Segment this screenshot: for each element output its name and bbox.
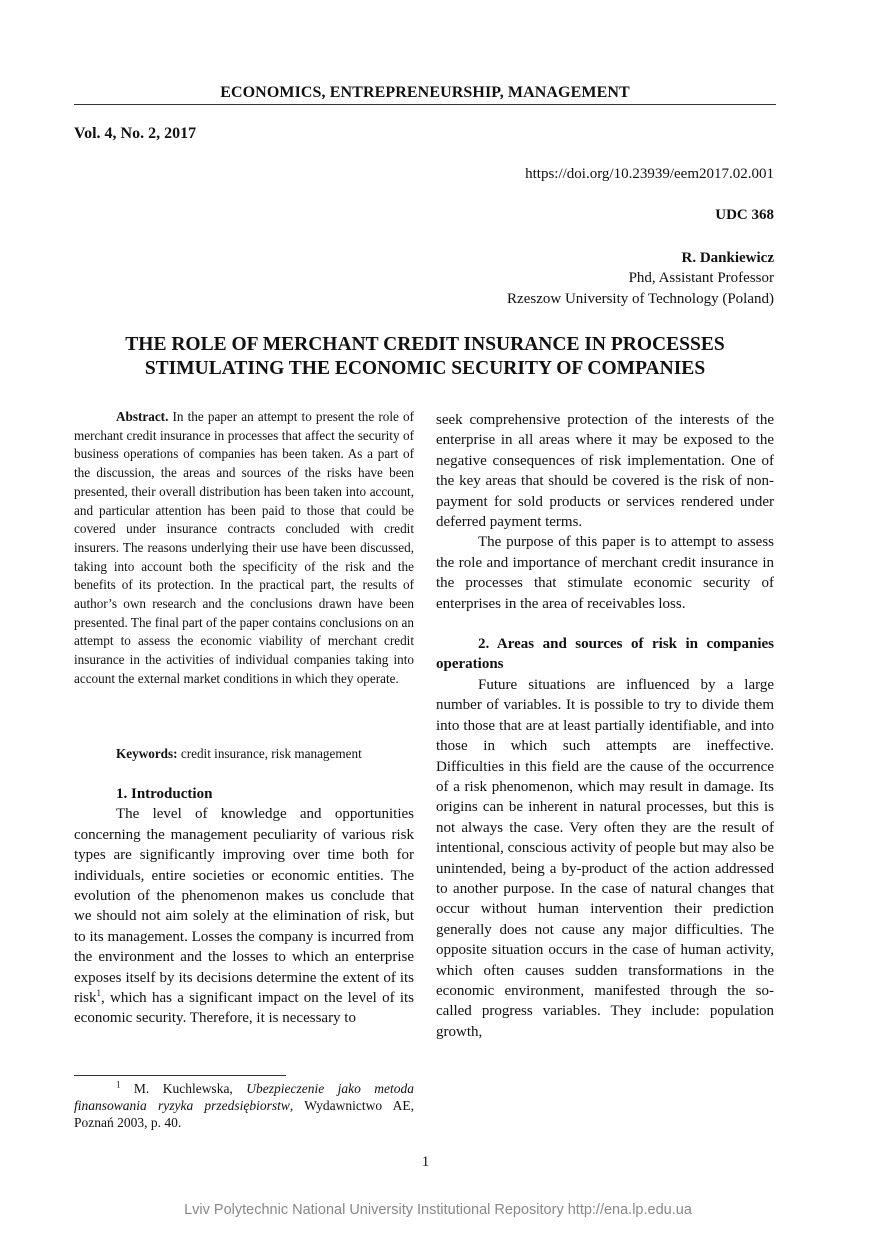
introduction-paragraph: [74, 804, 414, 1028]
continued-paragraph: seek comprehensive protection of the interests of the enterprise in all areas where it may be exposed to the negative consequences of risk implementation. One of the key areas that should be covered is the risk of non-payment for sold products or services rendered under deferred payment terms.: [436, 412, 774, 531]
abstract-text: In the paper an attempt to present the role of merchant credit insurance in processes that affect the security of business operations of companies has been taken. As a part of the discussion, the areas and sources of the risks have been presented, their overall distribution has been taken into account, and particular attention has been paid to those that could be covered under insurance contracts concluded with credit insurers. The reasons underlying their use have been discussed, taking into account both the specificity of the risk and the benefits of its protection. In the practical part, the results of author’s own research and the conclusions drawn have been presented. The final part of the paper contains conclusions on an attempt to assess the economic viability of merchant credit insurance in the activities of individual companies taking into account the external market conditions in which they operate.: [74, 409, 414, 686]
author-name: R. Dankiewicz: [681, 250, 774, 266]
abstract-label: Abstract.: [116, 409, 169, 424]
volume-issue: Vol. 4, No. 2, 2017: [74, 125, 197, 142]
footnote-divider: [74, 1075, 286, 1076]
right-column: [436, 410, 774, 1042]
footnote-author: M. Kuchlewska,: [120, 1081, 247, 1096]
footnote-publisher: , Wydawnictwo AE, Poznań 2003, p. 40.: [74, 1098, 414, 1130]
abstract: [74, 408, 414, 689]
purpose-paragraph: The purpose of this paper is to attempt to assess the role and importance of merchant credit insurance in the processes that stimulate economic security of enterprises in the area of receivables loss.: [436, 534, 774, 612]
page-number: 1: [421, 1154, 430, 1170]
footnote-work-title: Ubezpieczenie jako metoda finansowania ryzyka przedsiębiorstw: [74, 1081, 415, 1113]
paper-title-line-2: STIMULATING THE ECONOMIC SECURITY OF COMPANIES: [144, 358, 706, 379]
keywords-label: Keywords:: [116, 746, 178, 761]
header-divider: [74, 104, 776, 105]
udc-code: UDC 368: [715, 207, 774, 223]
journal-title: ECONOMICS, ENTREPRENEURSHIP, MANAGEMENT: [220, 84, 630, 101]
author-position: Phd, Assistant Professor: [628, 270, 774, 286]
introduction-text-b: , which has a significant impact on the level of its economic security. Therefore, it is necessary to: [74, 990, 414, 1027]
paper-title-line-1: THE ROLE OF MERCHANT CREDIT INSURANCE IN PROCESSES: [125, 334, 725, 355]
introduction-text-a: The level of knowledge and opportunities concerning the management peculiarity of various risk types are significantly improving over time both for individuals, entire societies or economic entities. The evolution of the phenomenon makes us conclude that we should not aim solely at the elimination of risk, but to its management. Losses the company is incurred from the environment and the losses to which an enterprise exposes itself by its decisions determine the extent of its risk: [74, 806, 414, 1007]
section-2-paragraph: Future situations are influenced by a large number of variables. It is possible to try to divide them into those that are at least partially identifiable, and into those in which such attempts are ineffective. Difficulties in this field are the cause of the occurrence of a risk phenomenon, which may result in damage. Its origins can be inherent in natural processes, but this is not always the case. Very often they are the result of intentional, conscious activity of people but may also be unintended, being a by-product of the action addressed to another purpose. In the case of natural changes that occur without human intervention their prediction generally does not cause any major difficulties. The opposite situation occurs in the case of human activity, which often causes sudden transformations in the economic environment, manifested through the so-called progress variables. They include: population growth,: [436, 676, 774, 1040]
section-2-heading: 2. Areas and sources of risk in companies operations: [436, 636, 774, 673]
footnote: [74, 1080, 414, 1131]
repository-footer[interactable]: Lviv Polytechnic National University Institutional Repository http://ena.lp.edu.ua: [184, 1202, 692, 1218]
section-1-heading: 1. Introduction: [116, 786, 213, 802]
paper-title: [74, 333, 776, 381]
footnote-marker: 1: [116, 1079, 121, 1090]
keywords: [74, 745, 414, 763]
footnote-ref[interactable]: 1: [96, 988, 101, 999]
doi-link[interactable]: https://doi.org/10.23939/eem2017.02.001: [525, 166, 774, 182]
spacer: [436, 614, 774, 634]
author-affiliation: Rzeszow University of Technology (Poland): [507, 291, 774, 307]
introduction-section: [74, 784, 414, 1029]
keywords-text: credit insurance, risk management: [177, 746, 362, 761]
